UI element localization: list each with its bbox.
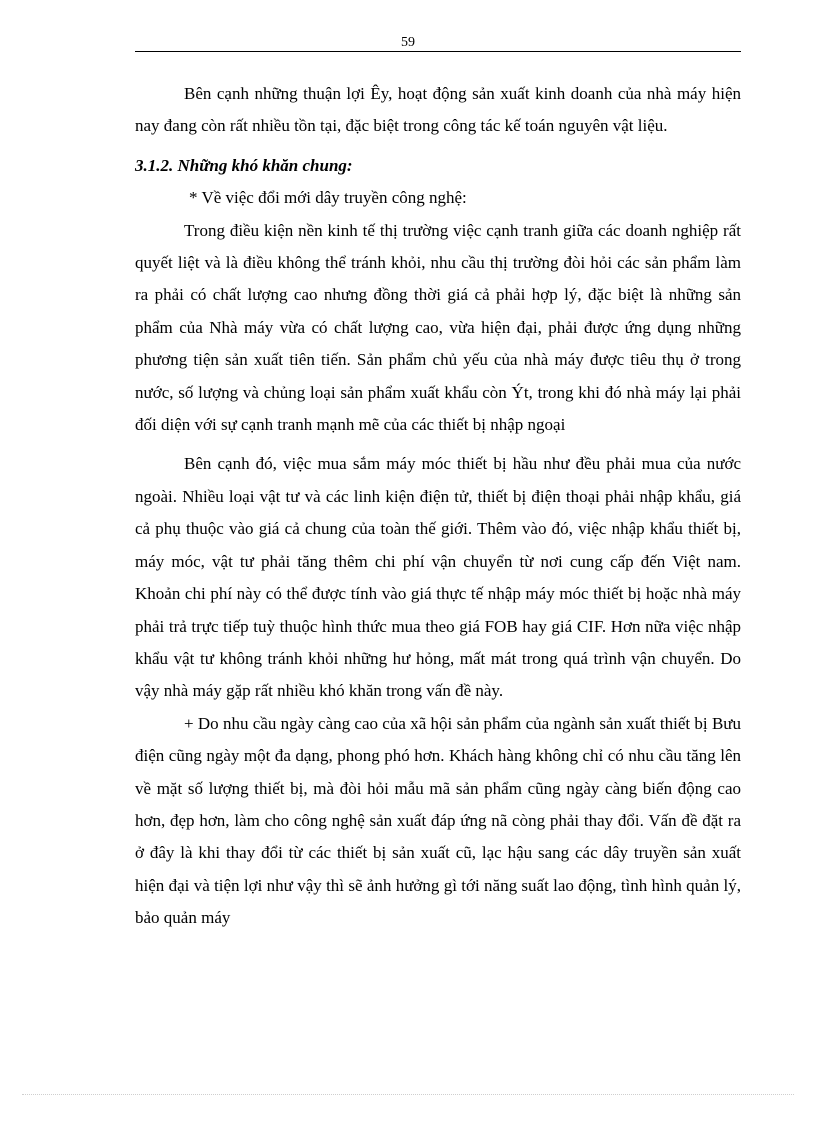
paragraph-market: Trong điều kiện nền kinh tế thị trường việc cạnh tranh giữa các doanh nghiệp rất quyết liệt và là điều không thể tránh khỏi, nhu cầu thị trường đòi hỏi các sản phẩm làm ra phải có chất lượng cao nhưng đồng thời giá cả phải hợp lý, đặc biệt là những sản phẩm của Nhà máy vừa có chất lượng cao, vừa hiện đại, phải được ứng dụng những phương tiện sản xuất tiên tiến. Sản phẩm chủ yếu của nhà máy được tiêu thụ ở trong nước, số lượng và chủng loại sản phẩm xuất khẩu còn Ýt, trong khi đó nhà máy lại phải đối diện với sự cạnh tranh mạnh mẽ của các thiết bị nhập ngoại: [135, 220, 741, 435]
page-number: 59: [401, 35, 415, 50]
paragraph-intro: Bên cạnh những thuận lợi Êy, hoạt động sản xuất kinh doanh của nhà máy hiện nay đang còn rất nhiều tồn tại, đặc biệt trong công tác kế toán nguyên vật liệu.: [135, 84, 741, 136]
section-heading: 3.1.2. Những khó khăn chung:: [135, 155, 353, 175]
footer-rule: [22, 1094, 794, 1095]
paragraph-demand: + Do nhu cầu ngày càng cao của xã hội sản phẩm của ngành sản xuất thiết bị Bưu điện cũng ngày một đa dạng, phong phó hơn. Khách hàng không chỉ có nhu cầu tăng lên về mặt số lượng thiết bị, mà đòi hỏi mẫu mã sản phẩm cũng ngày càng biến động cao hơn, đẹp hơn, làm cho công nghệ sản xuất đáp ứng nã còng phải thay đổi. Vấn đề đặt ra ở đây là khi thay đổi từ các thiết bị sản xuất cũ, lạc hậu sang các dây truyền sản xuất hiện đại và tiện lợi như vậy thì sẽ ảnh hưởng gì tới năng suất lao động, tình hình quản lý, bảo quản máy: [135, 713, 741, 928]
header-rule: [135, 51, 741, 52]
document-body: [135, 78, 741, 935]
subheading-technology: * Về việc đổi mới dây truyền công nghệ:: [189, 188, 467, 208]
paragraph-imports: Bên cạnh đó, việc mua sắm máy móc thiết bị hầu như đều phải mua của nước ngoài. Nhiều loại vật tư và các linh kiện điện tử, thiết bị điện thoại phải nhập khẩu, giá cả phụ thuộc vào giá cả chung của toàn thế giới. Thêm vào đó, việc nhập khẩu thiết bị, máy móc, vật tư phải tăng thêm chi phí vận chuyển từ nơi cung cấp đến Việt nam. Khoản chi phí này có thể được tính vào giá thực tế nhập máy móc thiết bị hoặc nhà máy phải trả trực tiếp tuỳ thuộc hình thức mua theo giá FOB hay giá CIF. Hơn nữa việc nhập khẩu vật tư không tránh khỏi những hư hỏng, mất mát trong quá trình vận chuyển. Do vậy nhà máy gặp rất nhiều khó khăn trong vấn đề này.: [135, 454, 741, 701]
